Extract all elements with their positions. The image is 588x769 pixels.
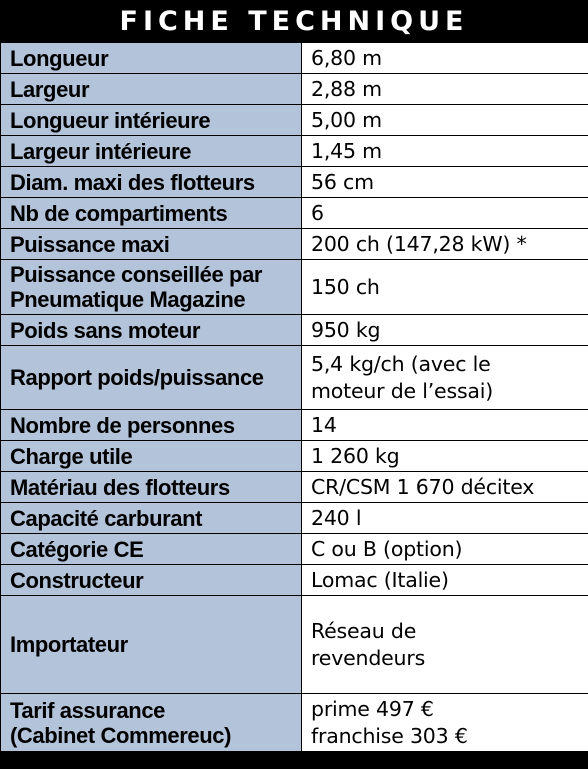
row-label: Constructeur: [1, 565, 302, 596]
row-value: 1,45 m: [302, 136, 588, 167]
row-label: Poids sans moteur: [1, 315, 302, 346]
table-row: [1, 229, 588, 260]
row-label: Nb de compartiments: [1, 198, 302, 229]
spec-table: [0, 42, 588, 752]
row-label: Rapport poids/puissance: [1, 346, 302, 410]
row-value: 5,4 kg/ch (avec le moteur de l’essai): [302, 346, 588, 410]
row-label: Puissance maxi: [1, 229, 302, 260]
row-label: Charge utile: [1, 441, 302, 472]
sheet-title: FICHE TECHNIQUE: [0, 0, 588, 42]
row-label: Longueur: [1, 43, 302, 74]
row-value: C ou B (option): [302, 534, 588, 565]
table-row: [1, 260, 588, 315]
table-row: [1, 565, 588, 596]
row-label: Importateur: [1, 596, 302, 694]
row-label: Nombre de personnes: [1, 410, 302, 441]
row-value: prime 497 € franchise 303 €: [302, 694, 588, 752]
row-value: 150 ch: [302, 260, 588, 315]
table-row: [1, 346, 588, 410]
row-value: 6,80 m: [302, 43, 588, 74]
row-value: CR/CSM 1 670 décitex: [302, 472, 588, 503]
table-row: [1, 441, 588, 472]
row-value: 14: [302, 410, 588, 441]
row-label: Largeur intérieure: [1, 136, 302, 167]
table-row: [1, 410, 588, 441]
table-row: [1, 315, 588, 346]
table-row: [1, 596, 588, 694]
row-label: Capacité carburant: [1, 503, 302, 534]
row-value: 5,00 m: [302, 105, 588, 136]
row-label: Puissance conseillée par Pneumatique Magazine: [1, 260, 302, 315]
row-label: Largeur: [1, 74, 302, 105]
row-label: Catégorie CE: [1, 534, 302, 565]
table-row: [1, 43, 588, 74]
row-value: 1 260 kg: [302, 441, 588, 472]
table-row: [1, 472, 588, 503]
row-label: Tarif assurance (Cabinet Commereuc): [1, 694, 302, 752]
row-value: 56 cm: [302, 167, 588, 198]
row-value: 2,88 m: [302, 74, 588, 105]
row-value: 6: [302, 198, 588, 229]
row-value: 200 ch (147,28 kW) *: [302, 229, 588, 260]
row-value: 950 kg: [302, 315, 588, 346]
table-row: [1, 503, 588, 534]
table-row: [1, 74, 588, 105]
table-row: [1, 534, 588, 565]
table-row: [1, 105, 588, 136]
row-label: Diam. maxi des flotteurs: [1, 167, 302, 198]
table-row: [1, 136, 588, 167]
row-label: Matériau des flotteurs: [1, 472, 302, 503]
row-value: Lomac (Italie): [302, 565, 588, 596]
table-row: [1, 198, 588, 229]
row-value: 240 l: [302, 503, 588, 534]
table-row: [1, 167, 588, 198]
row-value: Réseau de revendeurs: [302, 596, 588, 694]
table-row: [1, 694, 588, 752]
row-label: Longueur intérieure: [1, 105, 302, 136]
